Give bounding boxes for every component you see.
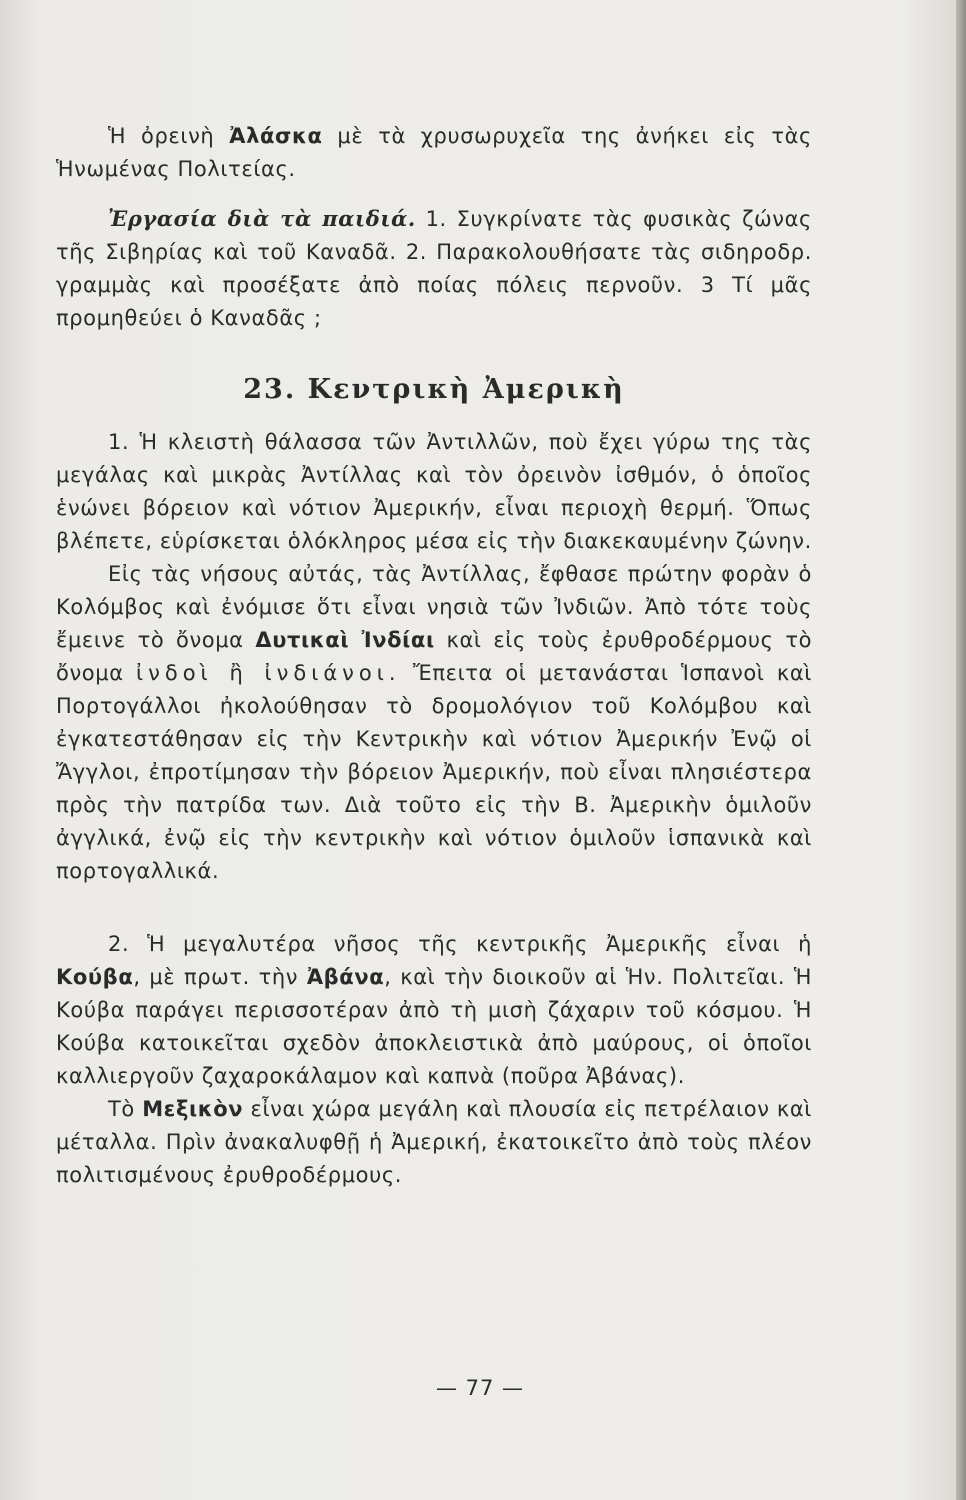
bold-term-west-indies: Δυτικαὶ Ἰνδίαι (255, 628, 435, 652)
page-number: — 77 — (435, 1376, 525, 1400)
bold-term-alaska: Ἀλάσκα (229, 124, 323, 148)
paragraph-mexico: Τὸ Μεξικὸν εἶναι χώρα μεγάλη καὶ πλουσία εἰς πετρέλαιον καὶ μέταλλα. Πρὶν ἀνακαλυφθῇ ἡ Ἀμερική, ἐκατοικεῖτο ἀπὸ τοὺς πλέον πολιτισμένους ἐρυθροδέρμους. (56, 1097, 812, 1187)
paragraph-columbus: Εἰς τὰς νήσους αὐτάς, τὰς Ἀντίλλας, ἔφθασε πρώτην φορὰν ὁ Κολόμβος καὶ ἐνόμισε ὅτι εἶναι νησιὰ τῶν Ἰνδιῶν. Ἀπὸ τότε τοὺς ἔμεινε τὸ ὄνομα Δυτικαὶ Ἰνδίαι καὶ εἰς τοὺς ἐρυθροδέρμους τὸ ὄνομα ἰνδοὶ ἢ ἰνδιάνοι. Ἔπειτα οἱ μετανάσται Ἱσπανοὶ καὶ Πορτογάλλοι ἠκολούθησαν τὸ δρομολόγιον τοῦ Κολόμβου καὶ ἐγκατεστάθησαν εἰς τὴν Κεντρικὴν καὶ νότιον Ἀμερικήν Ἐνῷ οἱ Ἄγγλοι, ἐπροτίμησαν τὴν βόρειον Ἀμερικήν, ποὺ εἶναι πλησιέστερα πρὸς τὴν πατρίδα των. Διὰ τοῦτο εἰς τὴν Β. Ἀμερικὴν ὁμιλοῦν ἀγγλικά, ἐνῷ εἰς τὴν κεντρικὴν καὶ νότιον ὁμιλοῦν ἱσπανικὰ καὶ πορτογαλλικά. (56, 562, 813, 883)
paragraph-exercises: Ἐργασία διὰ τὰ παιδιά. 1. Συγκρίνατε τὰς φυσικὰς ζώνας τῆς Σιβηρίας καὶ τοῦ Καναδᾶ. 2. Παρακολουθήσατε τὰς σιδηροδρ. γραμμὰς καὶ προσέξατε ἀπὸ ποίας πόλεις περνοῦν. 3 Τί μᾶς προμηθεύει ὁ Καναδᾶς ; (56, 206, 812, 330)
paragraph-alaska: Ἡ ὀρεινὴ Ἀλάσκα μὲ τὰ χρυσωρυχεῖα της ἀνήκει εἰς τὰς Ἡνωμένας Πολιτείας. (56, 124, 812, 181)
bold-term-havana: Ἀβάνα (306, 965, 385, 989)
bold-term-mexico: Μεξικὸν (142, 1097, 244, 1121)
spaced-term-indians: ἰνδοὶ ἢ ἰνδιάνοι. (136, 661, 401, 685)
bold-term-cuba: Κούβα (56, 965, 134, 989)
paragraph-antilles-sea: 1. Ἡ κλειστὴ θάλασσα τῶν Ἀντιλλῶν, ποὺ ἔχει γύρω της τὰς μεγάλας καὶ μικρὰς Ἀντίλλας καὶ τὸν ὀρεινὸν ἰσθμόν, ὁ ὁποῖος ἑνώνει βόρειον καὶ νότιον Ἀμερικήν, εἶναι περιοχὴ θερμή. Ὅπως βλέπετε, εὑρίσκεται ὁλόκληρος μέσα εἰς τὴν διακεκαυμένην ζώνην. (56, 430, 812, 553)
text-column (56, 120, 812, 1192)
section-heading: 23. Κεντρικὴ Ἀμερικὴ (243, 374, 625, 405)
exercises-label: Ἐργασία διὰ τὰ παιδιά. (108, 206, 416, 231)
page-edge (956, 0, 966, 1500)
paragraph-cuba: 2. Ἡ μεγαλυτέρα νῆσος τῆς κεντρικῆς Ἀμερικῆς εἶναι ἡ Κούβα, μὲ πρωτ. τὴν Ἀβάνα, καὶ τὴν διοικοῦν αἱ Ἡν. Πολιτεῖαι. Ἡ Κούβα παράγει περισσοτέραν ἀπὸ τὴ μισὴ ζάχαριν τοῦ κόσμου. Ἡ Κούβα κατοικεῖται σχεδὸν ἀποκλειστικὰ ἀπὸ μαύρους, οἱ ὁποῖοι καλλιεργοῦν ζαχαροκάλαμον καὶ καπνὰ (ποῦρα Ἀβάνας). (56, 932, 812, 1088)
